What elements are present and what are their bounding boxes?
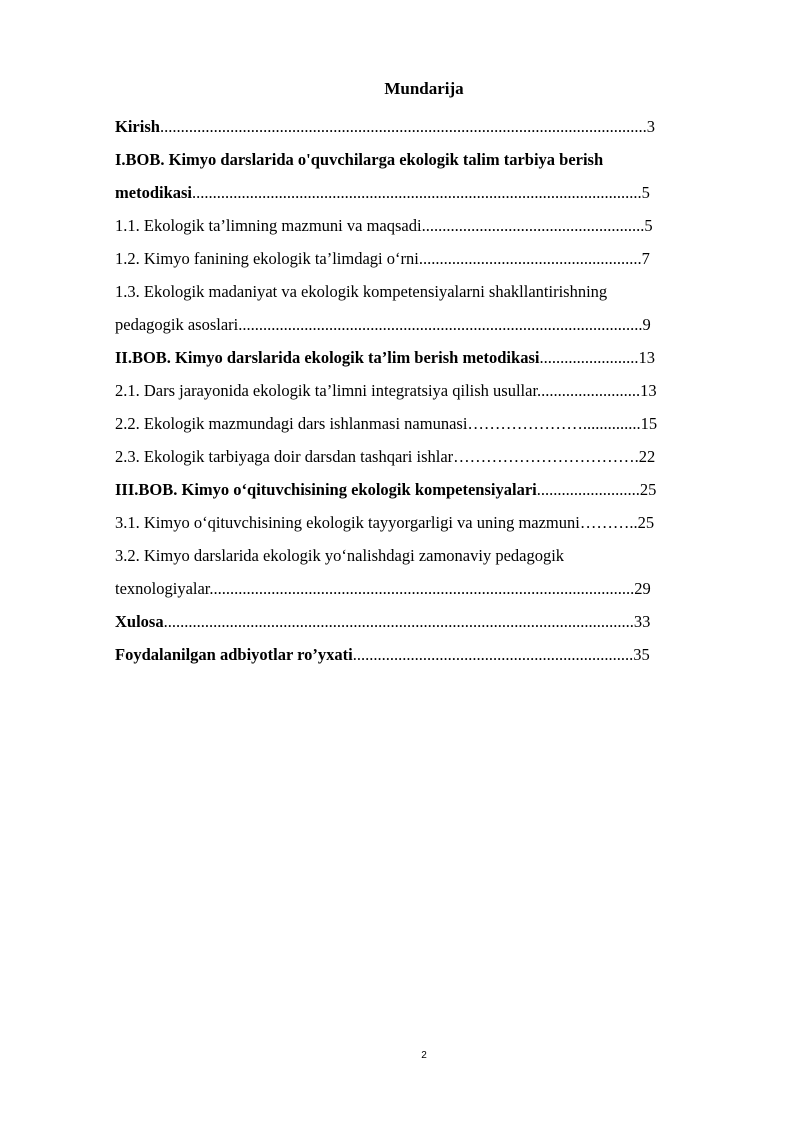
toc-entry-title: I.BOB. Kimyo darslarida o'quvchilarga ekologik talim tarbiya berish [115, 150, 604, 169]
toc-entry-1-1[interactable] [115, 209, 729, 242]
toc-entry-title: Kirish [115, 117, 160, 136]
toc-entry-title: 1.1. Ekologik ta’limning mazmuni va maqsadi......................................................5 [115, 216, 653, 235]
toc-entry-title: metodikasi [115, 183, 193, 202]
toc-entry-1-3-line-1[interactable] [115, 275, 729, 308]
page-number: 2 [421, 1050, 427, 1061]
toc-entry-title: texnologiyalar.......................................................................................................29 [115, 579, 651, 598]
toc-entry-3-2-line-1[interactable] [115, 539, 729, 572]
toc-entry-leader: ........................13 [539, 348, 655, 367]
toc-entry-chapter-1-line-2[interactable] [115, 176, 729, 209]
toc-entry-chapter-3[interactable] [115, 473, 729, 506]
toc-entry-title: 2.1. Dars jarayonida ekologik ta’limni integratsiya qilish usullar.........................13 [115, 381, 657, 400]
toc-entry-2-1[interactable] [115, 374, 729, 407]
table-of-contents [115, 110, 729, 671]
toc-entry-title: III.BOB. Kimyo o‘qituvchisining ekologik kompetensiyalari [115, 480, 537, 499]
toc-entry-1-2[interactable] [115, 242, 729, 275]
toc-entry-chapter-2[interactable] [115, 341, 729, 374]
toc-entry-title: 3.1. Kimyo o‘qituvchisining ekologik tayyorgarligi va uning mazmuni………..25 [115, 513, 655, 532]
toc-entry-title: 2.3. Ekologik tarbiyaga doir darsdan tashqari ishlar…………………………….22 [115, 447, 656, 466]
toc-entry-1-3-line-2[interactable] [115, 308, 729, 341]
toc-entry-2-2[interactable] [115, 407, 729, 440]
toc-entry-kirish[interactable] [115, 110, 729, 143]
toc-entry-title: Foydalanilgan adbiyotlar ro’yxati [115, 645, 353, 664]
toc-entry-3-2-line-2[interactable] [115, 572, 729, 605]
toc-entry-leader: ....................................................................35 [352, 645, 650, 664]
toc-entry-title: pedagogik asoslari..................................................................................................9 [115, 315, 651, 334]
page-title: Mundarija [384, 79, 464, 98]
toc-entry-3-1[interactable] [115, 506, 729, 539]
toc-entry-leader: .........................25 [536, 480, 657, 499]
toc-entry-title: 1.2. Kimyo fanining ekologik ta’limdagi o‘rni......................................................7 [115, 249, 650, 268]
toc-entry-title: II.BOB. Kimyo darslarida ekologik ta’lim berish metodikasi [115, 348, 540, 367]
toc-entry-title: 2.2. Ekologik mazmundagi dars ishlanmasi namunasi…………………..............15 [115, 414, 658, 433]
toc-entry-chapter-1-line-1[interactable] [115, 143, 729, 176]
toc-entry-title: 1.3. Ekologik madaniyat va ekologik kompetensiyalarni shakllantirishning [115, 282, 608, 301]
toc-entry-leader: ......................................................................................................................3 [159, 117, 655, 136]
toc-entry-title: Xulosa [115, 612, 164, 631]
toc-entry-2-3[interactable] [115, 440, 729, 473]
toc-entry-leader: .............................................................................................................5 [192, 183, 650, 202]
toc-entry-xulosa[interactable] [115, 605, 729, 638]
toc-entry-leader: ..................................................................................................................33 [163, 612, 651, 631]
toc-entry-references[interactable] [115, 638, 729, 671]
toc-entry-title: 3.2. Kimyo darslarida ekologik yo‘nalishdagi zamonaviy pedagogik [115, 546, 565, 565]
